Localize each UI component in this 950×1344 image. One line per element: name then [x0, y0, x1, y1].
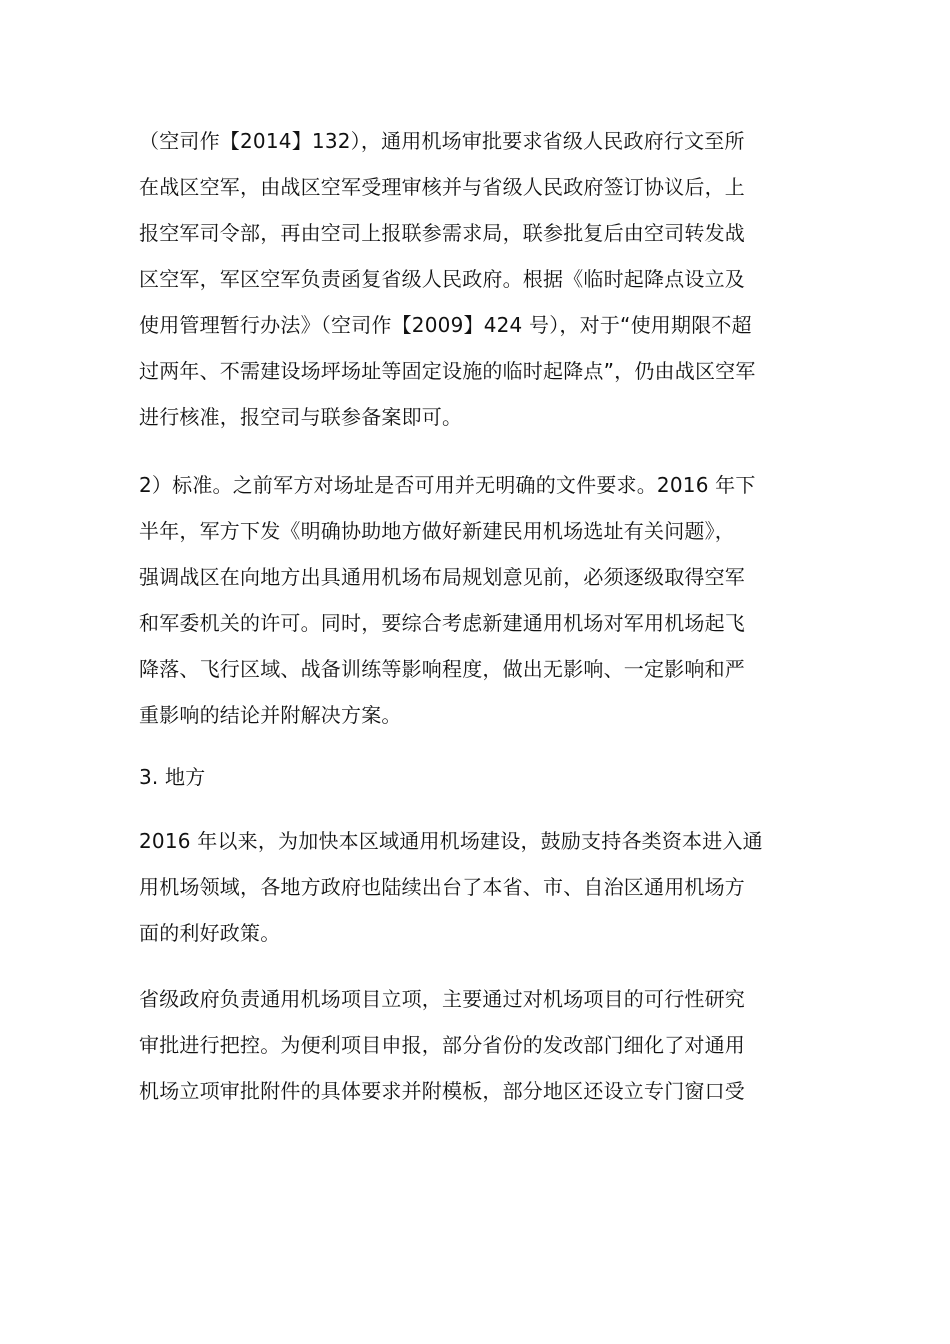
paragraph-approval-process [139, 118, 829, 440]
text-line: 机场立项审批附件的具体要求并附模板，部分地区还设立专门窗口受 [139, 1079, 745, 1103]
text-line: 使用管理暂行办法》（空司作【2009】424 号），对于“使用期限不超 [139, 313, 752, 337]
text-line: 强调战区在向地方出具通用机场布局规划意见前，必须逐级取得空军 [139, 565, 745, 589]
text-line: 2）标准。之前军方对场址是否可用并无明确的文件要求。2016 年下 [139, 473, 756, 497]
text-line: 区空军，军区空军负责函复省级人民政府。根据《临时起降点设立及 [139, 267, 745, 291]
text-line: 报空军司令部，再由空司上报联参需求局，联参批复后由空司转发战 [139, 221, 745, 245]
text-line: 降落、飞行区域、战备训练等影响程度，做出无影响、一定影响和严 [139, 657, 745, 681]
paragraph-local-policies [139, 818, 829, 956]
text-line: 审批进行把控。为便利项目申报，部分省份的发改部门细化了对通用 [139, 1033, 745, 1057]
text-line: 面的利好政策。 [139, 921, 281, 945]
text-line: 半年，军方下发《明确协助地方做好新建民用机场选址有关问题》， [139, 519, 735, 543]
document-body [139, 118, 829, 1114]
text-line: 省级政府负责通用机场项目立项，主要通过对机场项目的可行性研究 [139, 987, 745, 1011]
paragraph-provincial-approval [139, 976, 829, 1114]
text-line: 2016 年以来，为加快本区域通用机场建设，鼓励支持各类资本进入通 [139, 829, 763, 853]
text-line: 用机场领域，各地方政府也陆续出台了本省、市、自治区通用机场方 [139, 875, 745, 899]
text-line: 过两年、不需建设场坪场址等固定设施的临时起降点”，仍由战区空军 [139, 359, 756, 383]
text-line: 重影响的结论并附解决方案。 [139, 703, 402, 727]
text-line: 和军委机关的许可。同时，要综合考虑新建通用机场对军用机场起飞 [139, 611, 745, 635]
section-heading-text: 3. 地方 [139, 765, 206, 789]
paragraph-standards [139, 462, 829, 738]
text-line: 在战区空军，由战区空军受理审核并与省级人民政府签订协议后，上 [139, 175, 745, 199]
section-heading-local [139, 754, 829, 800]
text-line: （空司作【2014】132），通用机场审批要求省级人民政府行文至所 [139, 129, 745, 153]
text-line: 进行核准，报空司与联参备案即可。 [139, 405, 463, 429]
